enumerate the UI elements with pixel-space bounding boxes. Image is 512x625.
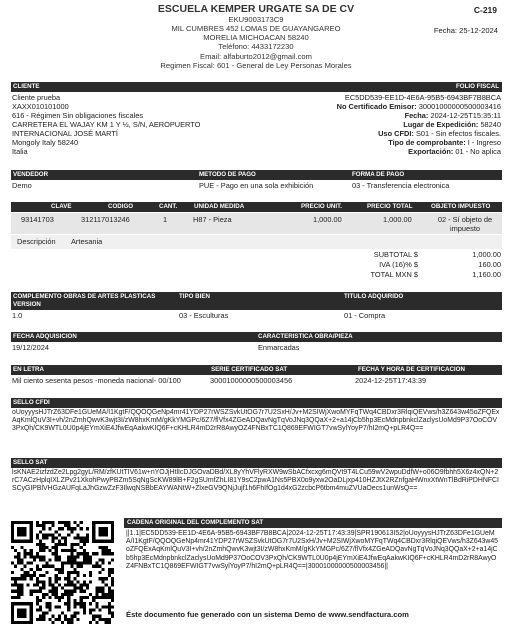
subtotal-value: 1,000.00	[472, 250, 501, 259]
uso-cfdi: Uso CFDI: S01 - Sin efectos fiscales.	[378, 129, 501, 138]
descripcion-label: Descripción	[17, 237, 56, 246]
invoice-date: Fecha: 25-12-2024	[433, 26, 498, 35]
vendedor-header: VENDEDOR	[13, 171, 49, 178]
metodo-pago-value: PUE - Pago en una sola exhibición	[199, 181, 314, 190]
col-clave: CLAVE	[51, 203, 72, 210]
col-precio-total: PRECIO TOTAL	[367, 203, 413, 210]
complemento-header: COMPLEMENTO OBRAS DE ARTES PLASTICAS VERSION	[13, 293, 156, 308]
serie-cert-header: SERIE CERTIFICADO SAT	[211, 366, 288, 373]
company-rfc: EKU9003173C9	[228, 15, 284, 24]
total-label: TOTAL MXN $	[370, 270, 418, 279]
fecha-cert-value: 2024-12-25T17:43:39	[355, 376, 427, 385]
concepto-clave: 93141703	[21, 215, 54, 224]
cliente-header: CLIENTE	[13, 83, 40, 90]
col-cant: CANT.	[159, 203, 178, 210]
cadena-value: ||1.1|EC5DD539-EE1D-4E6A-95B5-6943BF7B8BCA|2024-12-25T17:43:39|SPR190613I52|oUoyyysHJTrZ63DFe1GUeMA/I1KgtF/QQOQGeNp4mr41YDP27rWSZSvkUtOG7r7U2SxH/Jv+M2SIWjXwoMYFqTWq4CBDxr3RlqiQEVws/h3Z643w45oZFQExAqKmlQuV3I+vh/2nZmhQwvK3wjt3I/zW8hxKmM/gKkYMGPc/6Z7/flVfx4ZGeADQavNgTqVoJNq3QQaX+2+a14jCb5hp3EcMdnpbnkclZaclysUoMd9P37OoCOV3PxQh/CK9WTL0U0p4jEYmXiE4JfwEqAakwKIQ6F+cKHLR4mD2rR8AwyOZ4FNBxTC1Q869EFWIGT7vwSylYoyP7/hI2mQ+pLR4Q==|30001000000500003456||	[126, 530, 499, 570]
exportacion: Exportación: 01 - No aplica	[408, 147, 501, 156]
titulo-value: 01 - Compra	[344, 311, 386, 320]
tipo-bien-header: TIPO BIEN	[179, 293, 210, 300]
col-unidad: UNIDAD MEDIDA	[194, 203, 245, 210]
concepto-codigo: 312117013246	[81, 215, 130, 224]
company-regimen: Regimen Fiscal: 601 - General de Ley Personas Morales	[160, 61, 352, 70]
sello-sat-header: SELLO SAT	[13, 459, 48, 466]
company-address-2: MORELIA MICHOACAN 58240	[203, 33, 309, 42]
folio-fiscal-value: EC5DD539-EE1D-4E6A-95B5-6943BF7B8BCA	[344, 93, 501, 102]
cliente-city: Mongoly Italy 58240	[12, 138, 79, 147]
tipo-comprobante: Tipo de comprobante: I - Ingreso	[388, 138, 501, 147]
cliente-rfc: XAXX010101000	[12, 102, 69, 111]
concepto-precio-total: 1,000.00	[383, 215, 412, 224]
sello-cfdi-header: SELLO CFDI	[13, 399, 50, 406]
cadena-bar	[124, 518, 502, 528]
fecha-cert-header: FECHA Y HORA DE CERTIFICACION	[358, 366, 465, 373]
adquisicion-bar	[11, 332, 502, 342]
no-certificado: No Certificado Emisor: 30001000000500003416	[336, 102, 501, 111]
complemento-version: 1.0	[12, 311, 23, 320]
sello-cfdi-bar	[11, 398, 502, 408]
titulo-header: TITULO ADQUIRIDO	[344, 293, 404, 300]
caracteristica-header: CARACTERISTICA OBRA/PIEZA	[258, 333, 353, 340]
cadena-header: CADENA ORIGINAL DEL COMPLEMENTO SAT	[127, 519, 264, 526]
lugar-expedicion: Lugar de Expedición: 58240	[403, 120, 501, 129]
concepto-objeto: 02 - Sí objeto de impuesto	[437, 215, 493, 233]
concepto-unidad: H87 - Pieza	[193, 215, 232, 224]
fecha-adquisicion-header: FECHA ADQUISICION	[13, 333, 77, 340]
conceptos-bar	[11, 202, 502, 212]
total-value: 1,160.00	[472, 270, 501, 279]
col-codigo: CODIGO	[108, 203, 134, 210]
cliente-address-1: CARRETERA EL WAJAY KM 1 Y ½, S/N, AEROPUERTO	[12, 120, 201, 129]
caracteristica-value: Enmarcadas	[258, 343, 300, 352]
company-email: Email: alfaburto2012@gmail.com	[200, 52, 312, 61]
footer-note: Éste documento fue generado con un sistema Demo de www.sendfactura.com	[126, 610, 409, 619]
col-objeto: OBJETO IMPUESTO	[431, 203, 491, 210]
cliente-country: Italia	[12, 147, 28, 156]
sello-cfdi-value: oUoyyysHJTrZ63DFe1GUeMA/I1KgtF/QQOQGeNp4mr41YDP27rWSZSvkUtOG7r7U2SxH/Jv+M2SIWjXwoMYFqTWq4CBDxr3RlqiQEVws/h3Z643w45oZFQExAqKmlQuV3I+vh/2nZmhQwvK3wjt3I/zW8hxKmM/gKkYMGPc/6Z7/flVfx4ZGeADQavNgTqVoJNq3QQaX+2+a14jCb5hp3EcMdnpbnkclZaclysUoMd9P37OoCOV3PxQh/CK9WTL0U0p4jEYmXiE4JfwEqAakwKIQ6F+cKHLR4mD2rR8AwyOZ4FNBxTC1Q869EFWIGT7vwSylYoyP7/hI2mQ+pLR4Q==	[12, 409, 500, 433]
complemento-bar	[11, 292, 502, 310]
descripcion-value: Artesania	[71, 237, 103, 246]
concepto-cant: 1	[163, 215, 168, 224]
metodo-pago-header: METODO DE PAGO	[199, 171, 256, 178]
fecha-emision: Fecha: 2024-12-25T15:35:11	[404, 111, 501, 120]
company-phone: Teléfono: 4433172230	[218, 42, 294, 51]
iva-label: IVA (16)% $	[379, 260, 418, 269]
serie-cert-value: 30001000000500003456	[210, 376, 293, 385]
vendedor-value: Demo	[12, 181, 32, 190]
company-address-1: MIL CUMBRES 452 LOMAS DE GUAYANGAREO	[171, 24, 341, 33]
sello-sat-bar	[11, 458, 502, 468]
letra-bar	[11, 365, 502, 375]
company-name: ESCUELA KEMPER URGATE SA DE CV	[157, 3, 355, 15]
folio-fiscal-header: FOLIO FISCAL	[456, 83, 499, 90]
cliente-bar	[11, 82, 502, 92]
cliente-name: Cliente prueba	[12, 93, 61, 102]
sello-sat-value: lsKNAE2izfzdZe2Lpg2gyL/RM/zfKUtTIV61w+nYOJjHtlIcDJGOvaDBd/XL8yYhVFlyRXW9wSbACfxcxg6mQVt9T4LCu59wV2wpuDdfW+o06O9fbhh5X6z4xQN+2rC7ACzHplqIXLZPv21XkohPwyPBZm5SqNgScKW89lB+F2gSUmfZhLI81Y9sC2pwA1Ns5PBX0o9yxw2OaDLjxp410HZJtX2RZnfgaHWnxXtWnTlBdRiPDHNFCISCyGIPBlVHGzAUFqLaJhGzwZzF3IlwqNSBbEAYWANtW+ZlxeGV9QNjJujf1h6FhIfOg1d4xG2zcbcP6tbm4muZVUaOecs1unWsQ==	[12, 469, 499, 493]
forma-pago-header: FORMA DE PAGO	[352, 171, 405, 178]
subtotal-label: SUBTOTAL $	[373, 250, 418, 259]
concepto-precio-unit: 1,000.00	[313, 215, 342, 224]
en-letra-value: Mil ciento sesenta pesos -moneda nacional- 00/100	[12, 376, 181, 385]
qr-code-icon	[11, 521, 114, 624]
invoice-folio: C-219	[473, 5, 497, 15]
iva-value: 160.00	[478, 260, 501, 269]
tipo-bien-value: 03 - Esculturas	[179, 311, 229, 320]
cliente-regimen: 616 - Régimen Sin obligaciones fiscales	[12, 111, 144, 120]
fecha-adquisicion-value: 19/12/2024	[12, 343, 49, 352]
en-letra-header: EN LETRA	[13, 366, 44, 373]
pago-bar	[11, 170, 502, 180]
forma-pago-value: 03 - Transferencia electronica	[352, 181, 450, 190]
col-precio-unit: PRECIO UNIT.	[301, 203, 342, 210]
cliente-address-2: INTERNACIONAL JOSÉ MARTÍ	[12, 129, 118, 138]
